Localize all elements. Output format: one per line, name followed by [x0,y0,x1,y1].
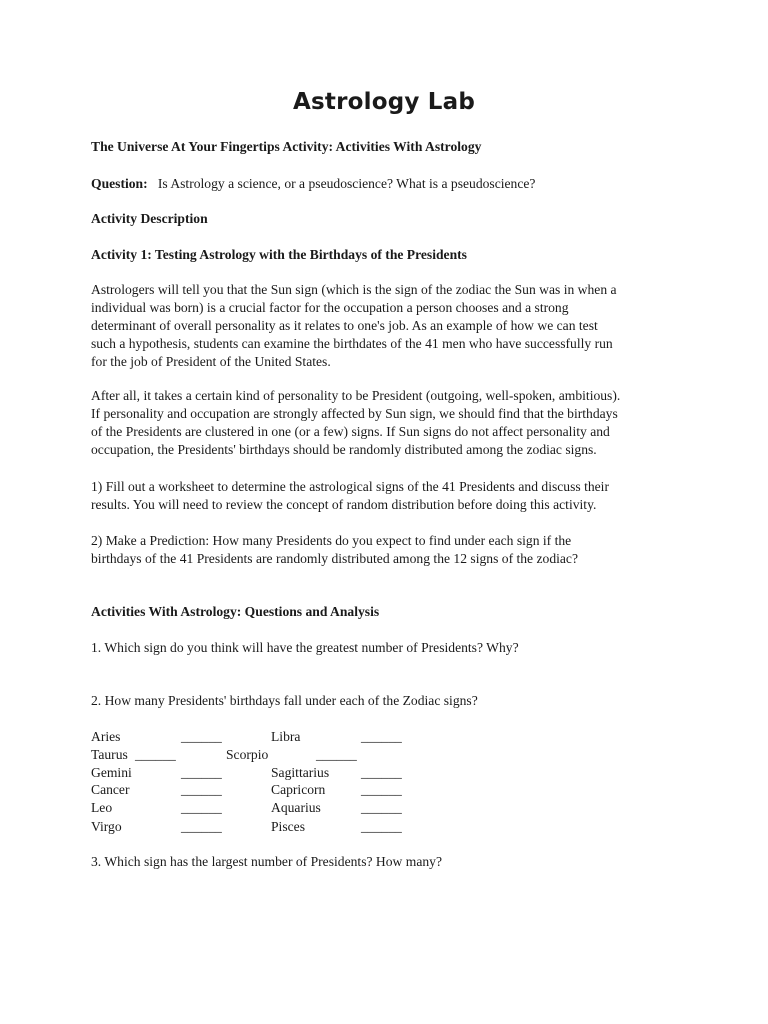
paragraph-line: Astrologers will tell you that the Sun sign (which is the sign of the zodiac the Sun was in when a [91,282,617,297]
answer-blank: ______ [361,729,402,744]
sign-label: Aquarius [271,800,321,815]
sign-label: Taurus [91,747,128,762]
paragraph-line: for the job of President of the United States. [91,354,331,369]
answer-blank: ______ [135,747,176,762]
sign-label: Pisces [271,819,305,834]
sign-label: Cancer [91,782,130,797]
answer-blank: ______ [361,800,402,815]
subtitle: The Universe At Your Fingertips Activity: Activities With Astrology [91,139,482,154]
paragraph-line: results. You will need to review the concept of random distribution before doing this activity. [91,497,597,512]
answer-blank: ______ [361,765,402,780]
sign-label: Gemini [91,765,132,780]
answer-blank: ______ [181,729,222,744]
paragraph-line: 1) Fill out a worksheet to determine the astrological signs of the 41 Presidents and discuss their [91,479,609,494]
paragraph-line: individual was born) is a crucial factor for the occupation a person chooses and a strong [91,300,569,315]
page-title: Astrology Lab [292,89,476,115]
step-2 [91,532,691,568]
answer-blank: ______ [181,765,222,780]
answer-blank: ______ [181,819,222,834]
paragraph-1 [91,281,691,371]
paragraph-line: After all, it takes a certain kind of personality to be President (outgoing, well-spoken, ambitious). [91,388,621,403]
activity-description-heading: Activity Description [91,211,208,226]
question-1: 1. Which sign do you think will have the greatest number of Presidents? Why? [91,640,519,655]
step-1 [91,478,691,514]
paragraph-line: If personality and occupation are strongly affected by Sun sign, we should find that the birthdays [91,406,618,421]
paragraph-line: 2) Make a Prediction: How many Presidents do you expect to find under each sign if the [91,533,572,548]
answer-blank: ______ [316,747,357,762]
answer-blank: ______ [361,819,402,834]
question-3: 3. Which sign has the largest number of Presidents? How many? [91,854,442,869]
sign-label: Sagittarius [271,765,330,780]
answer-blank: ______ [181,800,222,815]
question-text: Is Astrology a science, or a pseudoscience? What is a pseudoscience? [157,176,536,191]
paragraph-line: birthdays of the 41 Presidents are randomly distributed among the 12 signs of the zodiac? [91,551,578,566]
paragraph-line: of the Presidents are clustered in one (or a few) signs. If Sun signs do not affect personality and [91,424,610,439]
question-2: 2. How many Presidents' birthdays fall under each of the Zodiac signs? [91,693,478,708]
sign-label: Aries [91,729,121,744]
sign-label: Virgo [91,819,122,834]
sign-label: Capricorn [271,782,326,797]
analysis-heading: Activities With Astrology: Questions and Analysis [91,604,380,619]
answer-blank: ______ [181,782,222,797]
paragraph-line: occupation, the Presidents' birthdays should be randomly distributed among the zodiac signs. [91,442,597,457]
answer-blank: ______ [361,782,402,797]
paragraph-line: such a hypothesis, students can examine the birthdates of the 41 men who have successfully run [91,336,613,351]
question-line [91,175,535,193]
sign-label: Libra [271,729,301,744]
question-label: Question: [91,176,148,191]
activity1-heading: Activity 1: Testing Astrology with the Birthdays of the Presidents [91,247,467,262]
sign-label: Leo [91,800,113,815]
paragraph-line: determinant of overall personality as it relates to one's job. As an example of how we can test [91,318,598,333]
paragraph-2 [91,387,691,459]
sign-label: Scorpio [226,747,269,762]
